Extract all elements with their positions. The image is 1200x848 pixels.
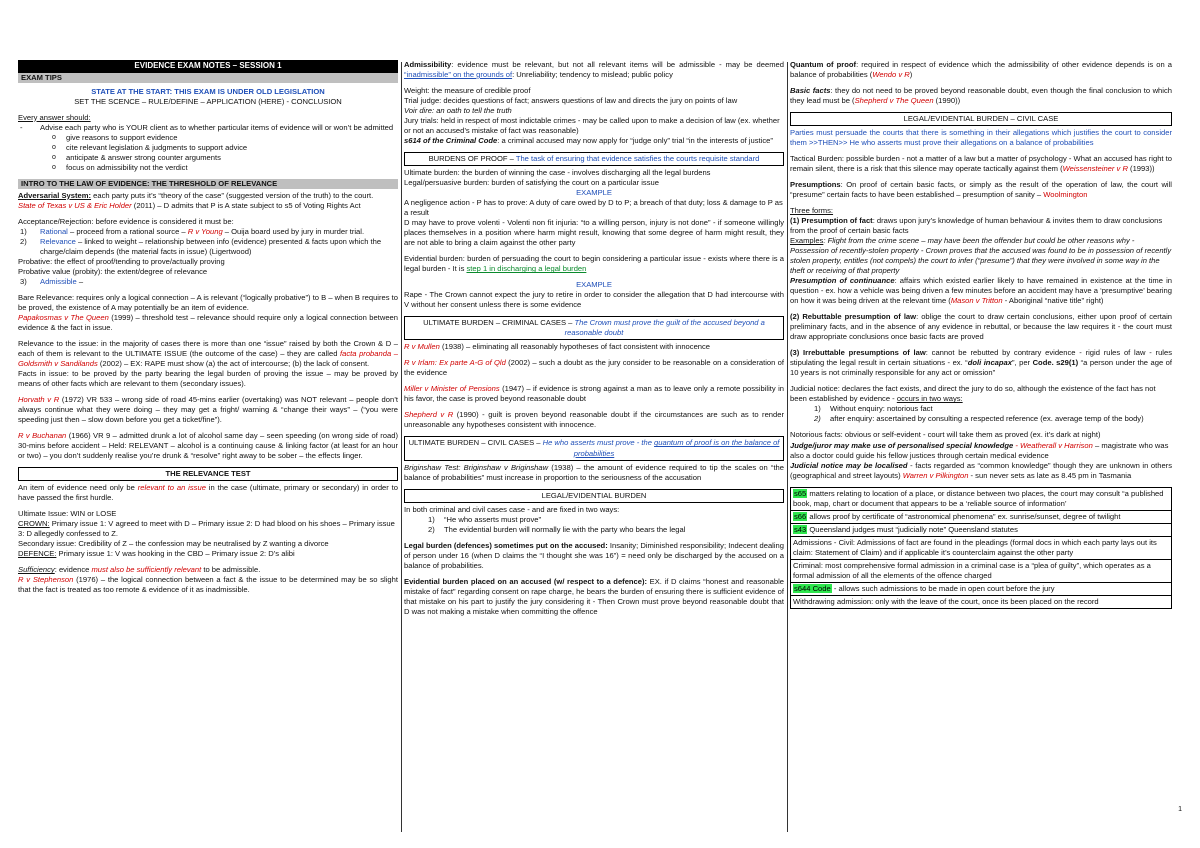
text: allows proof by certificate of “astronomical phenomena” ex. sunrise/sunset, degree of twilight [807,511,1121,521]
heading-text: LEGAL/EVIDENTIAL BURDEN – CIVIL CASE [903,114,1059,124]
buchanan-paragraph [18,431,398,461]
heading-text: LEGAL/EVIDENTIAL BURDEN [541,490,647,500]
text: : On proof of certain basic facts, or simply as the result of the operation of law, the court will “presume” certain facts to have been established – presumption of sanity – [790,180,1172,200]
defence-line [18,549,398,559]
ultimate-criminal-heading [404,316,784,340]
case-name: Weissensteiner v R [1062,164,1128,174]
term: CROWN: [18,519,50,529]
term: Admissible [40,276,77,286]
mullen-paragraph [404,342,784,352]
tips-list [52,133,398,173]
text: Judicial notice: declares the fact exists, and direct the jury to do so, although the existence of the fact has not been established by evidence - [790,384,1156,404]
column-divider-1 [401,62,402,832]
text: matters relating to location of a place, or distance between two places, the court may consult “a published book, map, chart or document that appears to be a ‘reliable source of information’ [793,488,1164,508]
jury-trials-line: Jury trials: held in respect of most indictable crimes - may be called upon to make a decision of law (ex. whether or not an accused’s mistake of fact was reasonable) [404,116,780,136]
text: – linked to weight – relationship between info (evidence) presented & facts upon which the charge/claim depends (the material facts in issue) (Ligertwood) [40,236,382,256]
term: Rational [40,226,68,236]
briginshaw-paragraph [404,463,784,483]
case-name: Shepherd v R [404,410,454,420]
list-item: 1) Rational – proceed from a rational source – R v Young – Ouija board used by jury in murder trial. [20,226,365,236]
text: Withdrawing admission: only with the leave of the court, once its been placed on the record [793,596,1099,606]
every-answer-heading: Every answer should: [18,112,91,122]
text: Evidential burden: burden of persuading the court to begin considering a particular issue - exists where there is a legal burden - It is [404,254,784,274]
text: “a person under the age of 10 years is not criminally responsible for any act or omission” [790,358,1172,378]
irlam-paragraph [404,358,784,378]
text: An item of evidence need only be [18,483,138,493]
case-name: R v Mullen [404,342,440,352]
column-2 [404,60,784,834]
text: – Ouija board used by jury in murder trial. [222,226,365,236]
text: : cannot be rebutted by contrary evidence - rigid rules of law - rules stipulating the legal result in certain situations - ex. “ [790,348,1172,368]
text: - sun never sets as late as 8.45 pm in Tasmania [968,470,1132,480]
case-name: Woolmington [1043,190,1088,200]
judicial-notice-line [790,384,1172,404]
heading-subtext: quantum of proof is on the balance of probabilities [573,438,780,458]
term: Judge/juror may make use of personalised special knowledge [790,440,1014,450]
probative-value-line: Probative value (probity): the extent/degree of relevance [18,266,208,276]
case-name: Mason v Tritton [950,296,1003,306]
judicial-notice-list [790,404,1172,424]
acceptance-list-3 [18,277,398,287]
list-item: 2) The evidential burden will normally lie with the party who bears the legal [428,524,686,534]
term: DEFENCE: [18,549,57,559]
three-forms-heading: Three forms: [790,206,834,216]
case-name: R v Irlam: Ex parte A-G of Qld [404,358,506,368]
section-tag: s43 [794,524,807,534]
text: (1990) - guilt is proven beyond reasonable doubt if the circumstances are such as to render unreasonable any hypotheses consistent with innocence. [404,410,784,430]
miller-paragraph [404,384,784,404]
text: (1947) – if evidence is strong against a man as to leave only a remote possibility in his favor, the case is proved beyond reasonable doubt [404,384,784,404]
examples-line [790,236,1172,276]
text: (1972) VR 533 – wrong side of road 45-mins earlier (overtaking) was NOT relevant – people don’t always continue what they were doing – they may get a fright/ warning & “change their ways” – (“you were speeding just then – slow down before you get a ticket/fine”). [18,394,398,425]
case-name: Briginshaw Test: Briginshaw v Briginshaw [404,462,549,472]
advice-list [18,123,398,133]
document-title: EVIDENCE EXAM NOTES – SESSION 1 [18,60,398,73]
heading-subtext: The Crown must prove the guilt of the accused beyond a reasonable doubt [564,318,765,338]
term: Code. s29(1) [1032,358,1079,368]
heading-subtext: The task of ensuring that evidence satisfies the courts requisite standard [515,154,760,164]
table-row [791,511,1171,524]
term: Relevance [40,236,76,246]
text: EX. if D claims “honest and reasonable mistake of fact” regarding consent on rape charge, he bears the burden of ensuring there is sufficient evidence of that mistake on his part to justify the jury considering it - Then Crown must prove beyond reasonable doubt that D was not making a mistake when committing the offence [404,576,784,616]
burdens-heading [404,152,784,166]
text: : evidence [54,565,92,575]
table-row [791,560,1171,583]
text: after enquiry: ascertained by consulting a respected reference (ex. average temp of the body) [830,414,1144,424]
form1-line [790,216,1172,236]
intro-heading: INTRO TO THE LAW OF EVIDENCE: THE THRESHOLD OF RELEVANCE [18,179,398,189]
text: (2002) – EX: RAPE must show (a) the act of intercourse; (b) the lack of consent. [97,358,370,368]
ultimate-civil-heading [404,436,784,460]
text: Admissions - Civil: Admissions of fact are found in the pleadings (formal docs in which each party lays out its claim: Statement of Claim) and if applicable it’s counterclaim against the other party [793,537,1157,557]
term: Judicial notice may be localised [790,460,908,470]
quantum-paragraph: Quantum of proof: required in respect of evidence which the admissibility of other evidence depends is on a balance of probabilities (Wendo v R) [790,60,1172,80]
text: : draws upon jury’s knowledge of human behaviour & invites them to draw conclusions from the proof of certain basic facts [790,216,1163,236]
text: – proceed from a rational source – [67,226,188,236]
case-name: Horvath v R [18,394,60,404]
term: s614 of the Criminal Code [404,136,498,146]
heading-text: BURDENS OF PROOF – [428,154,516,164]
heading-text: ULTIMATE BURDEN – CIVIL CASES – [408,438,543,448]
admissibility-paragraph [404,60,784,80]
localised-line [790,461,1172,481]
weight-line: Weight: the measure of credible proof [404,86,531,96]
term: Sufficiency [18,565,55,575]
term: Quantum of proof [790,60,857,69]
text: occurs in two ways: [896,394,963,404]
state-at-start: STATE AT THE START: THIS EXAM IS UNDER OLD LEGISLATION [91,86,325,96]
list-item: - Advise each party who is YOUR client as to whether particular items of evidence will or won’t be admitted [18,123,398,133]
ultimate-burden-line: Ultimate burden: the burden of winning the case - involves discharging all the legal burdens [404,168,711,178]
column-divider-2 [787,62,788,832]
secondary-issue: Secondary issue: Credibility of Z – the confession may be neutralised by Z wanting a divorce [18,539,329,549]
relevance-test-text [18,483,398,503]
text: “He who asserts must prove” [444,514,542,524]
text: each party puts it’s “theory of the case” (suggested version of the truth) to the court. [91,190,374,200]
text: - allows such admissions to be made in open court before the jury [831,583,1055,593]
case-name: Miller v Minister of Pensions [404,384,500,394]
term: (1) Presumption of fact [790,216,873,226]
text: Queensland judges must “judicially note” Queensland statutes [807,524,1018,534]
relevance-test-heading [18,467,398,481]
list-item: o cite relevant legislation & judgments to support advice [52,143,398,153]
example-label: EXAMPLE [576,280,612,290]
text: (2011) – D admits that P is A state subject to s5 of Voting Rights Act [131,200,361,210]
fixed-ways-list [404,515,784,535]
shepherd-paragraph [404,410,784,430]
case-name: R v Buchanan [18,431,67,441]
tactical-paragraph [790,154,1172,174]
statute-table [790,487,1172,609]
text: in the case (ultimate, primary or secondary) in order to have passed the first hurdle. [18,483,398,503]
both-cases-line: In both criminal and civil cases case - and are fixed in two ways: [404,504,620,514]
text: : required in respect of evidence which the admissibility of other evidence depends is on a balance of probabilities ( [790,60,1172,80]
list-item: 3) Admissible – [20,276,84,286]
term: Admissibility [404,60,452,69]
column-3 [790,60,1172,834]
text: relevant to an issue [137,483,206,493]
text: Relevance to the issue: in the majority of cases there is more than one “issue” raised by both the Crown & D – each of them is relevant to the ULTIMATE ISSUE (the outcome of the case) – they are called [18,338,398,358]
persuasive-burden-line: Legal/persuasive burden: burden of satisfying the court on a particular issue [404,178,659,188]
example-label: EXAMPLE [576,188,612,198]
ultimate-issue: Ultimate Issue: WIN or LOSE [18,509,117,519]
text: : Unreliability; tendency to mislead; public policy [512,70,673,80]
trial-judge-line: Trial judge: decides questions of fact; answers questions of law and directs the jury on points of law [404,96,738,106]
parties-paragraph: Parties must persuade the courts that there is something in their allegations which justifies the court to consider them >>THEN>> He who asserts must prove their allegations on a balance of probabilities [790,128,1172,148]
table-row [791,583,1171,596]
answer-sequence: SET THE SCENCE – RULE/DEFINE – APPLICATION (HERE) - CONCLUSION [74,96,342,106]
rape-example: Rape - The Crown cannot expect the jury to retire in order to consider the allegation that D had intercourse with V without her consent unless there is some evidence [404,290,784,310]
relevance-issue [18,339,398,389]
table-row [791,524,1171,537]
table-row [791,596,1171,609]
term: Evidential burden placed on an accused (w/ respect to a defence): [404,576,648,586]
term: facta probanda [340,348,392,358]
text: (1976) – the logical connection between a fact & the issue to be determined may be so slight that the fact is treated as too remote & evidence of it as inadmissible. [18,575,398,595]
page-number: 1 [1178,805,1182,813]
list-item: 2) after enquiry: ascertained by consulting a respected reference (ex. average temp of the body) [814,414,1144,424]
form2-line [790,312,1172,342]
form3-line [790,348,1172,378]
section-tag: s66 [794,511,807,521]
text: to be admissible. [201,565,261,575]
case-name: Wendo v R [872,70,910,80]
text: Facts in issue: to be proved by the party bearing the legal burden of proving the issue – may be proved by means of other facts which are relevant to them (secondary issues). [18,368,398,388]
section-tag: s65 [794,488,807,498]
continuance-line [790,276,1172,306]
text: Criminal: most comprehensive formal admission in a criminal case is a “plea of guilty”, which operates as a formal admission of all the elements of the offence charged [793,560,1151,580]
s614-line [404,136,784,146]
case-name: Shepherd v The Queen [854,96,934,106]
text: step 1 in discharging a legal burden [466,264,587,274]
negligence-line: A negligence action - P has to prove: A duty of care owed by D to P; a breach of that duty; loss & damage to P as a result [404,198,783,218]
horvath-paragraph [18,395,398,425]
text: : they do not need to be proved beyond reasonable doubt, even though the final conclusion to which they lead must be ( [790,86,1172,106]
sufficiency-line [18,565,398,575]
crown-line [18,519,398,539]
term: (3) Irrebuttable presumptions of law [790,348,926,358]
text: Primary issue 1: V was hooking in the CBD – Primary issue 2: D’s alibi [56,549,295,559]
evidential-accused [404,577,784,617]
case-name: - Weatherall v Harrison [1013,440,1093,450]
notorious-line: Notorious facts: obvious or self-evident - court will take them as proved (ex. it’s dark at night) [790,430,1101,440]
text: “inadmissible” on the grounds of [404,70,513,80]
term: Adversarial System: [18,190,92,200]
text: Bare Relevance: requires only a logical connection – A is relevant (“logically probative”) to B – when B requires to be proved, the existence of A may potentially be an item of evidence. [18,292,398,312]
case-name: Warren v Pilkington [902,470,969,480]
text: The evidential burden will normally lie with the party who bears the legal [444,524,686,534]
heading-text: ULTIMATE BURDEN – CRIMINAL CASES – [423,318,575,328]
civil-case-heading [790,112,1172,126]
text: Primary issue 1: V agreed to meet with D – Primary issue 2: D had blood on his shoes – Primary issue 3: D allegedly confessed to Z. [18,519,395,539]
term: doli incapax [967,358,1012,368]
list-item: o anticipate & answer strong counter arguments [52,153,398,163]
basic-facts-paragraph [790,86,1172,106]
case-name: State of Texas v US & Eric Holder [18,200,132,210]
text: - Aboriginal “native title” right) [1002,296,1104,306]
case-name: R v Stephenson [18,575,74,585]
term: Presumptions [790,180,841,190]
list-item: 1) “He who asserts must prove” [428,514,542,524]
text: : Flight from the crime scene – may have been the offender but could be other reasons why - Possession of recently-stolen property - Crown proves that the accused was found to be in possession of recently stolen property, entitles (not compels) the court to infer (“presume”) that they were involved in some way in the theft or receiving of that property [790,236,1172,276]
case-name: R v Young [187,226,223,236]
text: : evidence must be relevant, but not all relevant items will be admissible - may be deemed [451,60,784,69]
heading-subtext: He who asserts must prove - the [542,438,655,448]
table-row [791,537,1171,560]
exam-tips-heading: EXAM TIPS [18,73,398,83]
text: Without enquiry: notorious fact [830,404,933,414]
term: (2) Rebuttable presumption of law [790,312,917,322]
adversarial-paragraph [18,191,398,211]
bare-relevance [18,293,398,333]
list-item: 1) Without enquiry: notorious fact [814,404,933,414]
term: Presumption of continuance [790,276,895,286]
text: must also be sufficiently relevant [91,565,202,575]
list-item: 2) Relevance – linked to weight – relationship between info (evidence) presented & facts upon which the charge/claim depends (the material facts in issue) (Ligertwood) [20,236,382,256]
heading-text: THE RELEVANCE TEST [165,469,251,479]
acceptance-line: Acceptance/Rejection: before evidence is considered it must be: [18,216,234,226]
text: (1999) – threshold test – relevance should require only a logical connection between evidence & the fact in issue. [18,312,398,332]
text: (1938) – the amount of evidence required to tip the scales on “the balance of probabilities” must increase in proportion to the seriousness of the accusation [404,462,784,482]
text: : oblige the court to draw certain conclusions, either upon proof of certain preliminary facts, and in the absence of any evidence in rebuttal, or because the law requires it - the court must draw appropriate conclusions once basic facts are proved [790,312,1172,342]
section-tag: s644 Code [794,583,831,593]
evidential-burden [404,254,784,274]
legal-evidential-heading [404,489,784,503]
voir-dire-line: Voir dire: an oath to tell the truth [404,106,512,116]
text: – magistrate who was also a doctor could guide his fellow justices through certain medical evidence [790,440,1169,460]
text: : a criminal accused may now apply for “judge only” trial “in the interests of justice” [497,136,773,146]
text: Insanity; Diminished responsibility; Indecent dealing of person under 16 (when D claims the “I thought she was 16”) = need only be discharged by the accused on a balance of probabilities. [404,540,784,570]
judge-juror-line [790,441,1172,461]
text: (1990)) [933,96,961,106]
legal-burden-defences [404,541,784,571]
column-1 [18,60,398,834]
volenti-line: D may have to prove volenti - Volenti non fit injuria: “to a willing person, injury is not done” - if someone willingly places themselves in a position where harm might result, knowing that some degree of harm might result, they are not able to bring a claim against the other party [404,218,784,248]
text: ”, per [1011,358,1033,368]
list-item: o give reasons to support evidence [52,133,398,143]
case-name: – Goldsmith v Sandilands [18,348,398,368]
table-row [791,488,1171,511]
term: Legal burden (defences) sometimes put on the accused: [404,540,608,550]
text: Tactical Burden: possible burden - not a matter of a law but a matter of psychology - What an accused has right to remain silent, there is a risk that this silence may operate tactically against them ( [790,154,1172,174]
text: : affairs which existed earlier likely to have remained in existence at the time in question - ex. how a vehicle was being driven a few minutes before an accident may have a ‘presumptive’ bearing on how it was being driven at the relevant time ( [790,276,1172,306]
term: Examples [790,236,824,246]
text: (2002) – such a doubt as the jury consider to be reasonable on a consideration of the evidence [404,358,784,378]
presumptions-paragraph [790,180,1172,200]
text: - facts regarded as “common knowledge” though they are unknown in others (geographical and street layouts) [790,460,1172,480]
list-item: o focus on admissibility not the verdict [52,163,398,173]
text: (1938) – eliminating all reasonably hypotheses of fact consistent with innocence [439,342,711,352]
stephenson-paragraph [18,575,398,595]
term: Basic facts [790,86,831,96]
text: (1993)) [1127,164,1155,174]
text: (1966) VR 9 – admitted drunk a lot of alcohol same day – seen speeding (on wrong side of road) 30-mins before accident – Held: RELEVANT – alcohol is a continuing cause & linking factor (at least for an hour or two) – you don’t suddenly realise you’re drunk & “resolve” right away to be sober – the effects linger. [18,431,398,461]
case-name: Papakosmas v The Queen [18,312,109,322]
probative-line: Probative: the effect of proof/tending to prove/actually proving [18,256,225,266]
acceptance-list [18,227,398,257]
